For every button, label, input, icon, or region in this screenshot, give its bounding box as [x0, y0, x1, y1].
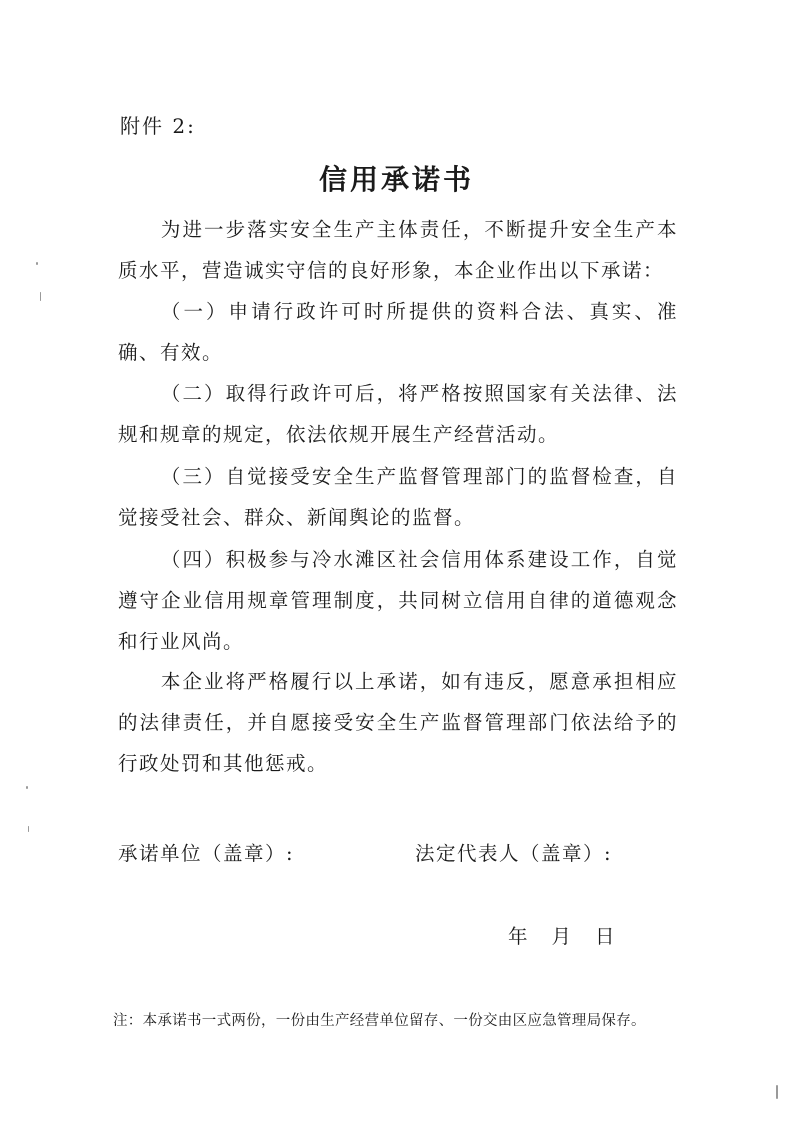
footnote: 注：本承诺书一式两份，一份由生产经营单位留存、一份交由区应急管理局保存。 [113, 1013, 646, 1029]
scan-speck [40, 292, 41, 301]
scan-speck [28, 826, 29, 832]
scan-speck [26, 786, 28, 789]
date-day: 日 [595, 925, 615, 948]
date-month: 月 [551, 925, 572, 948]
commitment-3: （三）自觉接受安全生产监督管理部门的监督检查，自觉接受社会、群众、新闻舆论的监督。 [118, 465, 678, 529]
commitment-2: （二）取得行政许可后，将严格按照国家有关法律、法规和规章的规定，依法依规开展生产经营活动。 [118, 382, 678, 446]
scan-speck [36, 262, 38, 265]
commitment-4: （四）积极参与冷水滩区社会信用体系建设工作，自觉遵守企业信用规章管理制度，共同树立信用自律的道德观念和行业风尚。 [118, 548, 678, 653]
intro-paragraph: 为进一步落实安全生产主体责任，不断提升安全生产本质水平，营造诚实守信的良好形象，本企业作出以下承诺： [118, 218, 678, 282]
attachment-label: 附件 2: [120, 114, 196, 138]
signature-rep-label: 法定代表人（盖章）: [415, 842, 613, 865]
scan-speck [776, 1085, 778, 1099]
document-title: 信用承诺书 [318, 163, 474, 196]
date-year: 年 [508, 925, 528, 948]
commitment-1: （一）申请行政许可时所提供的资料合法、真实、准确、有效。 [118, 300, 678, 364]
closing-paragraph: 本企业将严格履行以上承诺，如有违反，愿意承担相应的法律责任，并自愿接受安全生产监督管理部门依法给予的行政处罚和其他惩戒。 [118, 670, 678, 775]
date-line [508, 921, 615, 949]
signature-unit-label: 承诺单位（盖章）: [118, 842, 295, 865]
